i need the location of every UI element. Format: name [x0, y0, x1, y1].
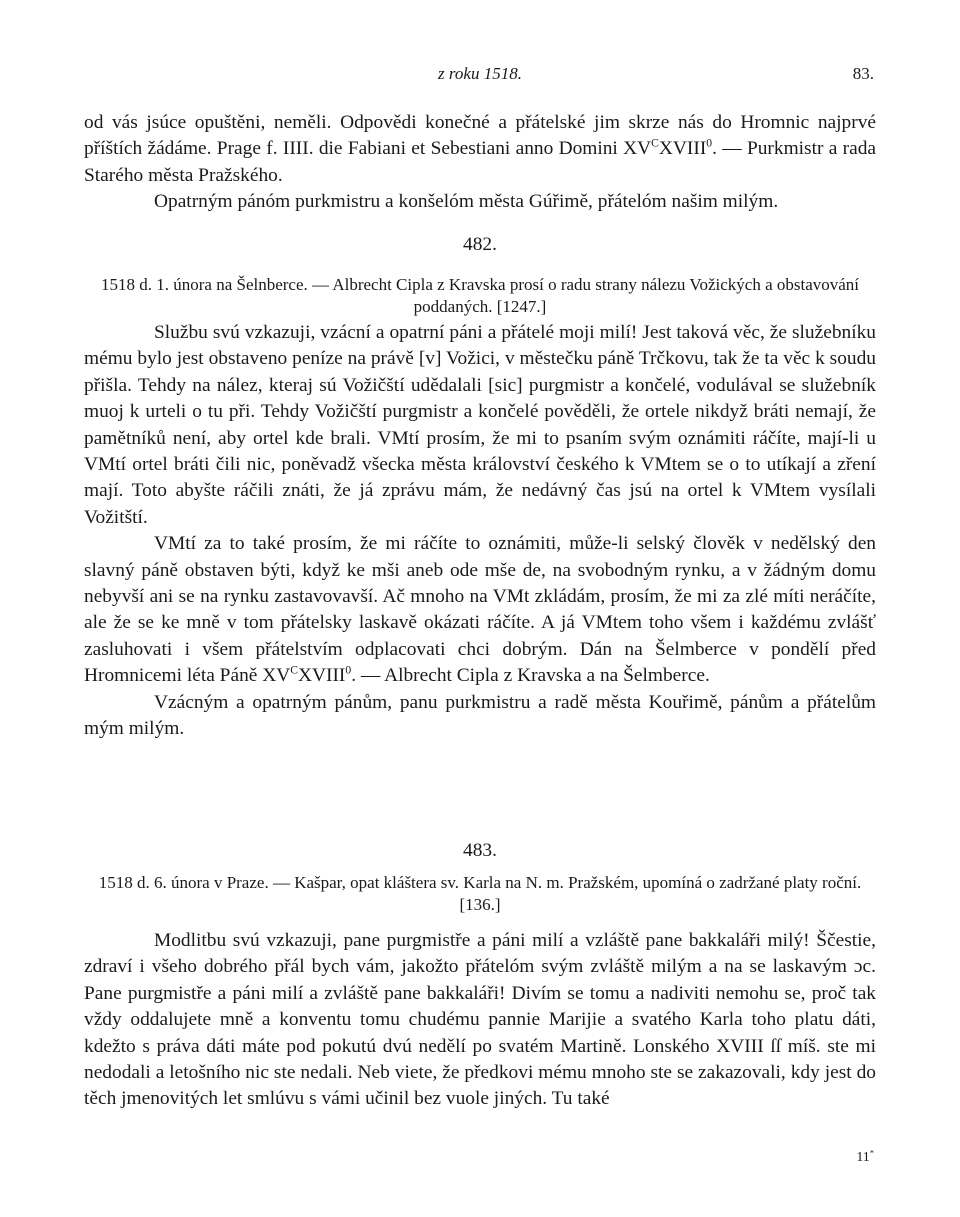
letter-paragraph: Modlitbu svú vzkazuji, pane purgmistře a páni milí a vzláště pane bakkaláři milý! Ščestie, zdraví i všeho dobrého přál bych vám, jakožto přátelóm svým zvláště milým a na se laskavým ɔc. Pane purgmistře a páni milí a zvláště pane bakkaláři! Divím se tomu a nadiviti nemohu se, proč tak vždy oddalujete mně a konventu tomu chudému pannie Marijie a svatého Karla toho platu dáti, kdežto s práva dáti máte pod pokutú dvú nedělí po svatém Martině. Lonského XVIII ſſ míš. ste mi nedodali a letošního nic ste nedali. Neb viete, že předkovi mému mnoho ste se zakazovali, kdy jest do těch jmenovitých let smlúvu s vámi učinil bez vuole jiných. Tu také	[84, 930, 876, 1110]
continued-letter	[84, 110, 876, 216]
letter-paragraph: Službu svú vzkazuji, vzácní a opatrní páni a přátelé moji milí! Jest taková věc, že služebníku mému bylo jest obstaveno peníze na právě [v] Vožici, v městečku páně Trčkovu, tak že ta věc k soudu přišla. Tehdy na nález, kteraj sú Vožičští udědalali [sic] purgmistr a končelé, vodulával se služebník muoj k urteli o tu při. Tehdy Vožičští purgmistr a končelé pověděli, že ortele nikdyž bráti nemají, že pamětníků není, aby ortel kde brali. VMtí prosím, že mi to psaním svým oznámiti ráčíte, mají-li u VMtí ortel bráti čili nic, poněvadž všecka města království českého k VMtem se o to utíkají a zření mají. Toto abyšte ráčili znáti, že já zprávu mám, že nedávný čas jsú na ortel k VMtem vysílali Vožitští.	[84, 322, 876, 528]
regest-483: 1518 d. 6. února v Praze. — Kašpar, opat kláštera sv. Karla na N. m. Pražském, upomíná o zadržané platy roční. [136.]	[98, 873, 862, 914]
letter-address: Opatrným pánóm purkmistru a konšelóm města Gúřimě, přátelóm našim milým.	[154, 191, 779, 213]
page-number: 83.	[852, 64, 874, 83]
signature-mark: 11*	[856, 1148, 874, 1165]
running-title: z roku 1518.	[438, 64, 522, 83]
letter-483	[84, 928, 876, 1113]
letter-paragraph: VMtí za to také prosím, že mi ráčíte to oznámiti, může-li selský člověk v nedělský den slavný páně obstaven býti, když ke mši aneb ode mše de, na svobodným rynku, a v žádným domu nebyvší ani se na rynku zastavovavší. Ač mnoho na VMt zkládám, prosím, že mi za zlé míti neráčíte, ale že se ke mně v tom přátelsky laskavě okázati ráčíte. A já VMtem toho všem i každému zvlášť zasluhovati i všem přátelstvím odplacovati chci dobrým. Dán na Šelmberce v pondělí před Hromnicemi léta Páně $XV^CXVIII^0$. — Albrecht Cipla z Kravska a na Šelmberce.	[84, 533, 876, 687]
document-number-483: 483.	[463, 840, 497, 861]
letter-paragraph: od vás jsúce opuštěni, neměli. Odpovědi konečné a přátelské jim skrze nás do Hromnic najprvé příštích žádáme. Prage f. IIII. die Fabiani et Sebestiani anno Domini $XV^CXVIII^0$. — Purkmistr a rada Starého města Pražského.	[84, 112, 877, 186]
running-head	[0, 64, 960, 88]
document-number-482: 482.	[463, 234, 497, 255]
letter-address: Vzácným a opatrným pánům, panu purkmistru a radě města Kouřimě, pánům a přátelům mým milým.	[84, 691, 876, 740]
letter-482	[84, 320, 876, 743]
regest-482: 1518 d. 1. února na Šelnberce. — Albrecht Cipla z Kravska prosí o radu strany nálezu Vožických a obstavování poddaných. [1247.]	[100, 275, 860, 316]
